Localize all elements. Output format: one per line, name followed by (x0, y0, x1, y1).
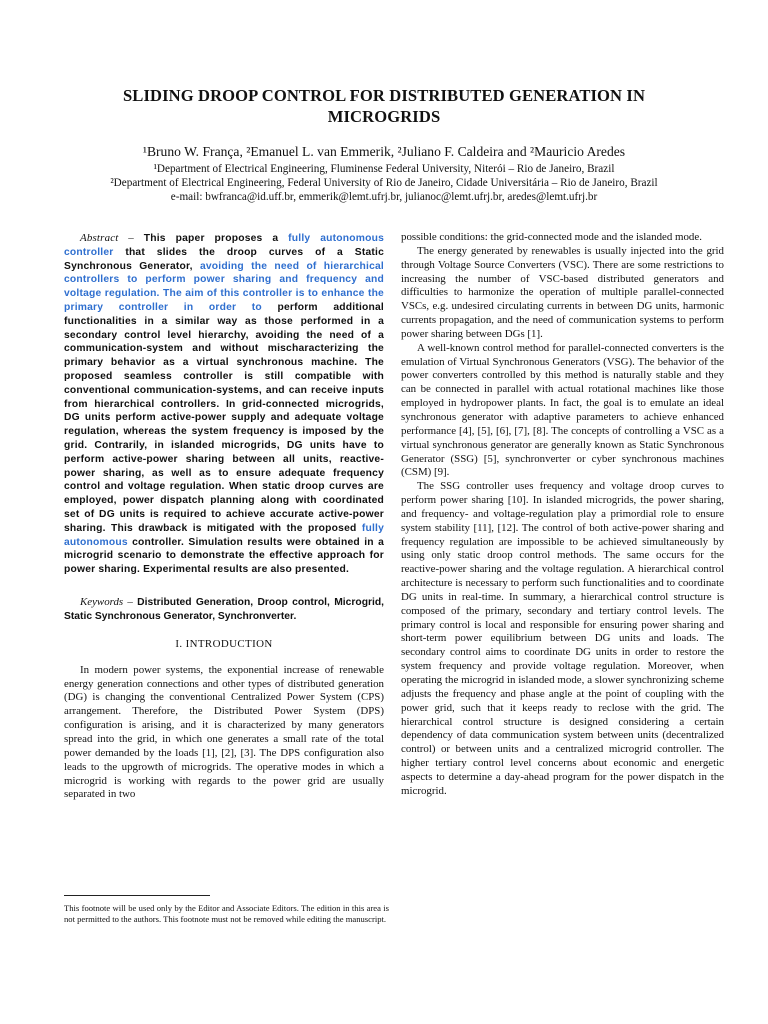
footnote: This footnote will be used only by the Editor and Associate Editors. The edition in this area is not permitted to the authors. This footnote must not be removed while editing the manuscript. (64, 903, 389, 924)
abstract-text: This paper proposes a (133, 233, 289, 244)
author-list: ¹Bruno W. França, ²Emanuel L. van Emmerik, ²Juliano F. Caldeira and ²Mauricio Aredes (142, 144, 626, 159)
abstract (64, 232, 384, 577)
abstract-text: perform additional functionalities in a similar way as those performed in a secondary control level hierarchy, avoiding the need of a communication-system and without mischaracterizing the primary behavior as a virtual synchronous machine. The proposed seamless controller is still compatible with conventional communication-systems, and can receive inputs from hierarchical controllers. In grid-connected microgrids, DG units perform active-power supply and adequate voltage regulation, whereas the system frequency is imposed by the grid. Contrarily, in islanded microgrids, DG units have to perform active-power sharing between all units, reactive-power sharing, as well as to ensure adequate frequency control and voltage regulation. When static droop curves are employed, power dispatch planning along with coordinated set of DG units is required to achieve accurate active-power sharing. This drawback is mitigated with the proposed (64, 301, 384, 534)
paragraph: The energy generated by renewables is usually injected into the grid through Voltage Source Converters (VSC). There are some restrictions to increasing the number of VSC-based distributed generators and difficulties to harmonize the operation of multiple parallel-connected VSCs, e.g. undesired circulating currents in between DG units, harmonic currents propagation, and the need of communication systems to perform power sharing between DGs [1]. (401, 244, 724, 340)
section-heading-introduction: I. INTRODUCTION (175, 637, 273, 650)
abstract-highlight: fully autonomous controller (64, 233, 384, 258)
paragraph: A well-known control method for parallel-connected converters is the emulation of Virtual Synchronous Generators (VSG). The behavior of the power converters controlled by this method is naturally stable and they can be connected in parallel with actual rotational machines like those employed in hydropower plants. In fact, the goal is to emulate an ideal synchronous generator with adaptive parameters to achieve enhanced performance [4], [5], [6], [7], [8]. The concepts of controlling a VSC as a virtual synchronous generator are generally known as Static Synchronous Generator (SSG) [5], synchronverter or cyber synchronous machines (CSM) [9]. (401, 341, 724, 479)
abstract-text: that slides the droop curves of a Static Synchronous Generator, (64, 246, 384, 272)
abstract-text: controller. Simulation results were obtained in a microgrid scenario to demonstrate the effective approach for power sharing. Experimental results are also presented. (64, 536, 384, 576)
right-column (401, 231, 724, 799)
intro-paragraph: In modern power systems, the exponential increase of renewable energy generation connections and other types of distributed generation (DG) is changing the conventional Centralized Power System (CPS) arrangement. Therefore, the Distributed Power System (DPS) configuration is arising, and it is characterized by many generators spread into the grid, in which one generates a small rate of the total power demanded by the loads [1], [2], [3]. The DPS configuration also leads to the upgrowth of microgrids. The operative modes in which a microgrid is working with regards to the power grid are usually separated in two (64, 663, 384, 801)
paragraph: The SSG controller uses frequency and voltage droop curves to perform power sharing [10]. In islanded microgrids, the power sharing, and frequency- and voltage-regulation play a primordial role to ensure system stability [11], [12]. The control of both active-power sharing and frequency regulation are impossible to be achieved simultaneously by using only static droop control methods. The same occurs for the reactive-power sharing and the voltage regulation. A hierarchical control architecture is necessary to perform such functionalities and to coordinate DG units in real-time. In summary, a hierarchical control structure is composed of the primary, secondary and tertiary control levels. The primary control is local and responsible for ensuring power sharing and short-term power equilibrium between DG units and loads. The secondary control aims to coordinate DG units in order to restore the system frequency and provide voltage regulation. Moreover, when operating the microgrid in islanded mode, a slower synchronizing scheme adjusts the frequency and phase angle at the point of coupling with the power grid, such that it keeps ready to reclose with the grid. The hierarchical control structure is designed considering a certain dependency of data communication system between units (decentralized control) or between units and a centralized microgrid controller. The higher tertiary control level concerns about economic and energetic aspects to determine a day-ahead program for the power dispatch in the microgrid. (401, 480, 724, 797)
keywords-lead: Keywords – (80, 595, 133, 608)
abstract-highlight: avoiding the need of hierarchical controllers to perform power sharing and frequency and voltage regulation. The aim of this controller is to enhance the primary controller in order to (64, 260, 384, 313)
abstract-highlight: fully autonomous (64, 522, 384, 548)
keywords-text: Distributed Generation, Droop control, Microgrid, Static Synchronous Generator, Synchronverter. (64, 596, 385, 622)
paragraph: possible conditions: the grid-connected mode and the islanded mode. (401, 231, 702, 243)
footnote-divider (64, 895, 210, 896)
left-column (64, 232, 384, 802)
affiliation-2: ²Department of Electrical Engineering, Federal University of Rio de Janeiro, Cidade Universitária – Rio de Janeiro, Brazil (110, 177, 658, 189)
affiliation-1: ¹Department of Electrical Engineering, Fluminense Federal University, Niterói – Rio de Janeiro, Brazil (153, 163, 615, 175)
abstract-lead: Abstract – (80, 232, 134, 244)
email-line: e-mail: bwfranca@id.uff.br, emmerik@lemt.ufrj.br, julianoc@lemt.ufrj.br, aredes@lemt.ufrj.br (170, 191, 598, 203)
keywords (64, 595, 384, 624)
paper-title: SLIDING DROOP CONTROL FOR DISTRIBUTED GENERATION IN MICROGRIDS (122, 86, 646, 126)
